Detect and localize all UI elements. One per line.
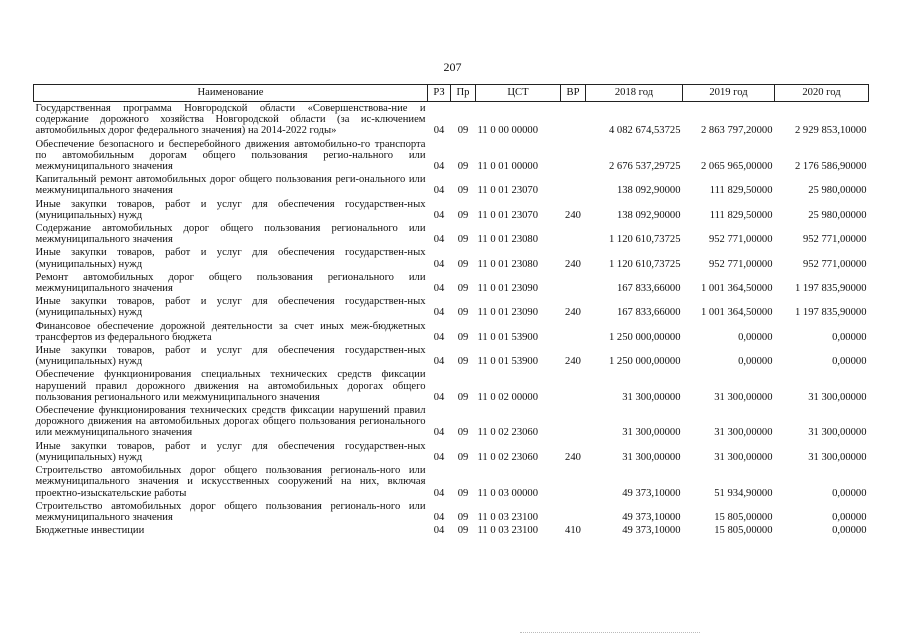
cell-y2020: 25 980,00000 <box>808 209 867 221</box>
cell-rz: 04 <box>433 331 445 343</box>
cell-y2018: 1 250 000,00000 <box>608 331 681 343</box>
cell-rz: 04 <box>433 258 445 270</box>
cell-pr: 09 <box>457 125 469 137</box>
cell-y2020: 0,00000 <box>832 356 867 368</box>
cell-cst: 11 0 02 00000 <box>477 391 539 403</box>
cell-name: Обеспечение функционирования технических средств фиксации нарушений правил дорожного движения на автомобильных дорогах общего пользования регионального или межмуниципального значения <box>35 405 426 439</box>
table-row <box>34 271 869 295</box>
cell-pr: 09 <box>457 427 469 439</box>
cell-rz: 04 <box>433 391 445 403</box>
cell-pr: 09 <box>457 487 469 499</box>
cell-y2019: 952 771,00000 <box>708 234 773 246</box>
cell-vr <box>561 138 586 174</box>
cell-y2018: 138 092,90000 <box>616 209 681 221</box>
cell-y2020: 952 771,00000 <box>802 258 867 270</box>
cell-pr: 09 <box>457 356 469 368</box>
table-header-row <box>34 85 869 102</box>
cell-rz: 04 <box>433 283 445 295</box>
cell-pr: 09 <box>457 234 469 246</box>
cell-rz: 04 <box>433 161 445 173</box>
cell-name: Иные закупки товаров, работ и услуг для обеспечения государствен-ных (муниципальных) нужд <box>35 247 426 270</box>
cell-rz: 04 <box>433 234 445 246</box>
cell-y2018: 1 250 000,00000 <box>608 356 681 368</box>
cell-vr <box>561 404 586 440</box>
cell-rz: 04 <box>433 525 445 537</box>
cell-y2018: 31 300,00000 <box>622 427 681 439</box>
cell-y2020: 0,00000 <box>832 525 867 537</box>
table-row <box>34 222 869 246</box>
cell-cst: 11 0 00 00000 <box>477 125 539 137</box>
cell-y2019: 2 863 797,20000 <box>700 125 773 137</box>
cell-cst: 11 0 01 00000 <box>477 161 539 173</box>
cell-vr: 240 <box>565 451 581 463</box>
cell-name: Государственная программа Новгородской области «Совершенствова-ние и содержание дорожного хозяйства Новгородской области (за ис-ключением автомобильных дорог федерального значения) на 2014-2022 годы» <box>35 103 426 137</box>
cell-rz: 04 <box>433 125 445 137</box>
table-row <box>34 173 869 197</box>
header-2019: 2019 год <box>683 85 775 102</box>
cell-y2019: 1 001 364,50000 <box>700 307 773 319</box>
cell-y2018: 167 833,66000 <box>616 307 681 319</box>
cell-y2020: 0,00000 <box>832 511 867 523</box>
cell-y2019: 111 829,50000 <box>709 185 773 197</box>
cell-pr: 09 <box>457 185 469 197</box>
header-vr: ВР <box>561 85 586 102</box>
cell-name: Иные закупки товаров, работ и услуг для обеспечения государствен-ных (муниципальных) нужд <box>35 198 426 221</box>
cell-rz: 04 <box>433 427 445 439</box>
cell-vr <box>561 368 586 404</box>
cell-pr: 09 <box>457 307 469 319</box>
cell-pr: 09 <box>457 209 469 221</box>
cell-cst: 11 0 01 23090 <box>477 307 539 319</box>
cell-y2020: 2 929 853,10000 <box>794 125 867 137</box>
table-row <box>34 404 869 440</box>
header-2018: 2018 год <box>586 85 683 102</box>
cell-cst: 11 0 01 23070 <box>477 209 539 221</box>
cell-name: Иные закупки товаров, работ и услуг для обеспечения государствен-ных (муниципальных) нужд <box>35 296 426 319</box>
table-row <box>34 295 869 319</box>
cell-y2019: 0,00000 <box>738 356 773 368</box>
header-rz: РЗ <box>428 85 451 102</box>
cell-rz: 04 <box>433 356 445 368</box>
cell-y2018: 167 833,66000 <box>616 283 681 295</box>
cell-rz: 04 <box>433 511 445 523</box>
page-number: 207 <box>443 60 462 74</box>
cell-pr: 09 <box>457 283 469 295</box>
cell-vr: 240 <box>565 307 581 319</box>
cell-y2019: 31 300,00000 <box>714 391 773 403</box>
cell-cst: 11 0 01 23080 <box>477 234 539 246</box>
cell-y2019: 31 300,00000 <box>714 427 773 439</box>
cell-y2018: 49 373,10000 <box>622 511 681 523</box>
cell-y2020: 31 300,00000 <box>808 451 867 463</box>
cell-y2019: 51 934,90000 <box>714 487 773 499</box>
cell-rz: 04 <box>433 487 445 499</box>
cell-cst: 11 0 03 23100 <box>477 511 539 523</box>
cell-y2020: 31 300,00000 <box>808 391 867 403</box>
cell-name: Строительство автомобильных дорог общего пользования региональ-ного или межмуниципального значения <box>35 500 426 523</box>
cell-pr: 09 <box>457 331 469 343</box>
cell-vr: 410 <box>565 525 581 537</box>
cell-y2018: 31 300,00000 <box>622 391 681 403</box>
cell-y2019: 31 300,00000 <box>714 451 773 463</box>
cell-y2019: 1 001 364,50000 <box>700 283 773 295</box>
cell-y2019: 15 805,00000 <box>714 511 773 523</box>
cell-name: Бюджетные инвестиции <box>35 525 145 537</box>
cell-rz: 04 <box>433 185 445 197</box>
scan-artifact <box>520 632 700 636</box>
cell-rz: 04 <box>433 451 445 463</box>
cell-vr: 240 <box>565 209 581 221</box>
cell-name: Ремонт автомобильных дорог общего пользования регионального или межмуниципального значения <box>35 271 426 295</box>
cell-rz: 04 <box>433 209 445 221</box>
cell-y2020: 952 771,00000 <box>802 234 867 246</box>
table-row <box>34 344 869 368</box>
cell-rz: 04 <box>433 307 445 319</box>
cell-name: Строительство автомобильных дорог общего пользования региональ-ного или межмуниципального значения и искусственных сооружений на них, включая проектно-изыскательские работы <box>35 465 426 499</box>
cell-y2018: 49 373,10000 <box>622 487 681 499</box>
cell-y2018: 1 120 610,73725 <box>608 234 681 246</box>
header-pr: Пр <box>451 85 476 102</box>
cell-name: Содержание автомобильных дорог общего пользования регионального или межмуниципального значения <box>35 223 426 246</box>
cell-pr: 09 <box>457 161 469 173</box>
cell-cst: 11 0 02 23060 <box>477 427 539 439</box>
header-name: Наименование <box>34 85 428 102</box>
cell-name: Капитальный ремонт автомобильных дорог общего пользования реги-онального или межмуниципального значения <box>35 174 426 197</box>
cell-vr <box>561 222 586 246</box>
cell-y2018: 138 092,90000 <box>616 185 681 197</box>
cell-y2018: 1 120 610,73725 <box>608 258 681 270</box>
table-row <box>34 440 869 464</box>
cell-vr <box>561 271 586 295</box>
cell-name: Обеспечение функционирования специальных технических средств фиксации нарушений правил дорожного движения на автомобильных дорогах общего пользования регионального или межмуниципального значения <box>35 369 426 403</box>
budget-table <box>33 84 869 537</box>
cell-vr <box>561 102 586 138</box>
table-row <box>34 246 869 270</box>
cell-cst: 11 0 02 23060 <box>477 451 539 463</box>
cell-y2020: 0,00000 <box>832 331 867 343</box>
cell-pr: 09 <box>457 525 469 537</box>
cell-y2020: 25 980,00000 <box>808 185 867 197</box>
header-cst: ЦСТ <box>476 85 561 102</box>
cell-vr: 240 <box>565 356 581 368</box>
cell-vr <box>561 464 586 500</box>
cell-pr: 09 <box>457 391 469 403</box>
cell-vr: 240 <box>565 258 581 270</box>
cell-cst: 11 0 03 00000 <box>477 487 539 499</box>
table-row <box>34 320 869 344</box>
cell-cst: 11 0 03 23100 <box>477 525 539 537</box>
table-row <box>34 500 869 524</box>
cell-vr <box>561 173 586 197</box>
cell-vr <box>561 320 586 344</box>
table-row <box>34 524 869 537</box>
cell-cst: 11 0 01 23070 <box>477 185 539 197</box>
table-row <box>34 102 869 138</box>
header-2020: 2020 год <box>775 85 869 102</box>
cell-name: Иные закупки товаров, работ и услуг для обеспечения государствен-ных (муниципальных) нужд <box>35 440 426 463</box>
cell-cst: 11 0 01 23090 <box>477 283 539 295</box>
cell-y2020: 31 300,00000 <box>808 427 867 439</box>
cell-pr: 09 <box>457 451 469 463</box>
table-row <box>34 464 869 500</box>
cell-name: Иные закупки товаров, работ и услуг для обеспечения государствен-ных (муниципальных) нужд <box>35 345 426 368</box>
cell-y2020: 1 197 835,90000 <box>794 283 867 295</box>
cell-y2019: 2 065 965,00000 <box>700 161 773 173</box>
table-row <box>34 138 869 174</box>
table-row <box>34 198 869 222</box>
cell-y2019: 0,00000 <box>738 331 773 343</box>
cell-name: Финансовое обеспечение дорожной деятельности за счет иных меж-бюджетных трансфертов из федерального бюджета <box>35 320 426 343</box>
cell-y2018: 31 300,00000 <box>622 451 681 463</box>
table-row <box>34 368 869 404</box>
cell-y2019: 111 829,50000 <box>709 209 773 221</box>
cell-y2020: 2 176 586,90000 <box>794 161 867 173</box>
cell-vr <box>561 500 586 524</box>
cell-cst: 11 0 01 53900 <box>477 356 539 368</box>
cell-cst: 11 0 01 53900 <box>477 331 539 343</box>
cell-y2018: 4 082 674,53725 <box>608 125 681 137</box>
cell-pr: 09 <box>457 258 469 270</box>
cell-name: Обеспечение безопасного и бесперебойного движения автомобильно-го транспорта по автомобильным дорогам общего пользования регио-нального или межмуниципального значения <box>35 138 426 173</box>
cell-y2020: 1 197 835,90000 <box>794 307 867 319</box>
cell-pr: 09 <box>457 511 469 523</box>
cell-y2019: 952 771,00000 <box>708 258 773 270</box>
cell-y2019: 15 805,00000 <box>714 525 773 537</box>
cell-y2018: 2 676 537,29725 <box>608 161 681 173</box>
cell-y2018: 49 373,10000 <box>622 525 681 537</box>
cell-y2020: 0,00000 <box>832 487 867 499</box>
cell-cst: 11 0 01 23080 <box>477 258 539 270</box>
